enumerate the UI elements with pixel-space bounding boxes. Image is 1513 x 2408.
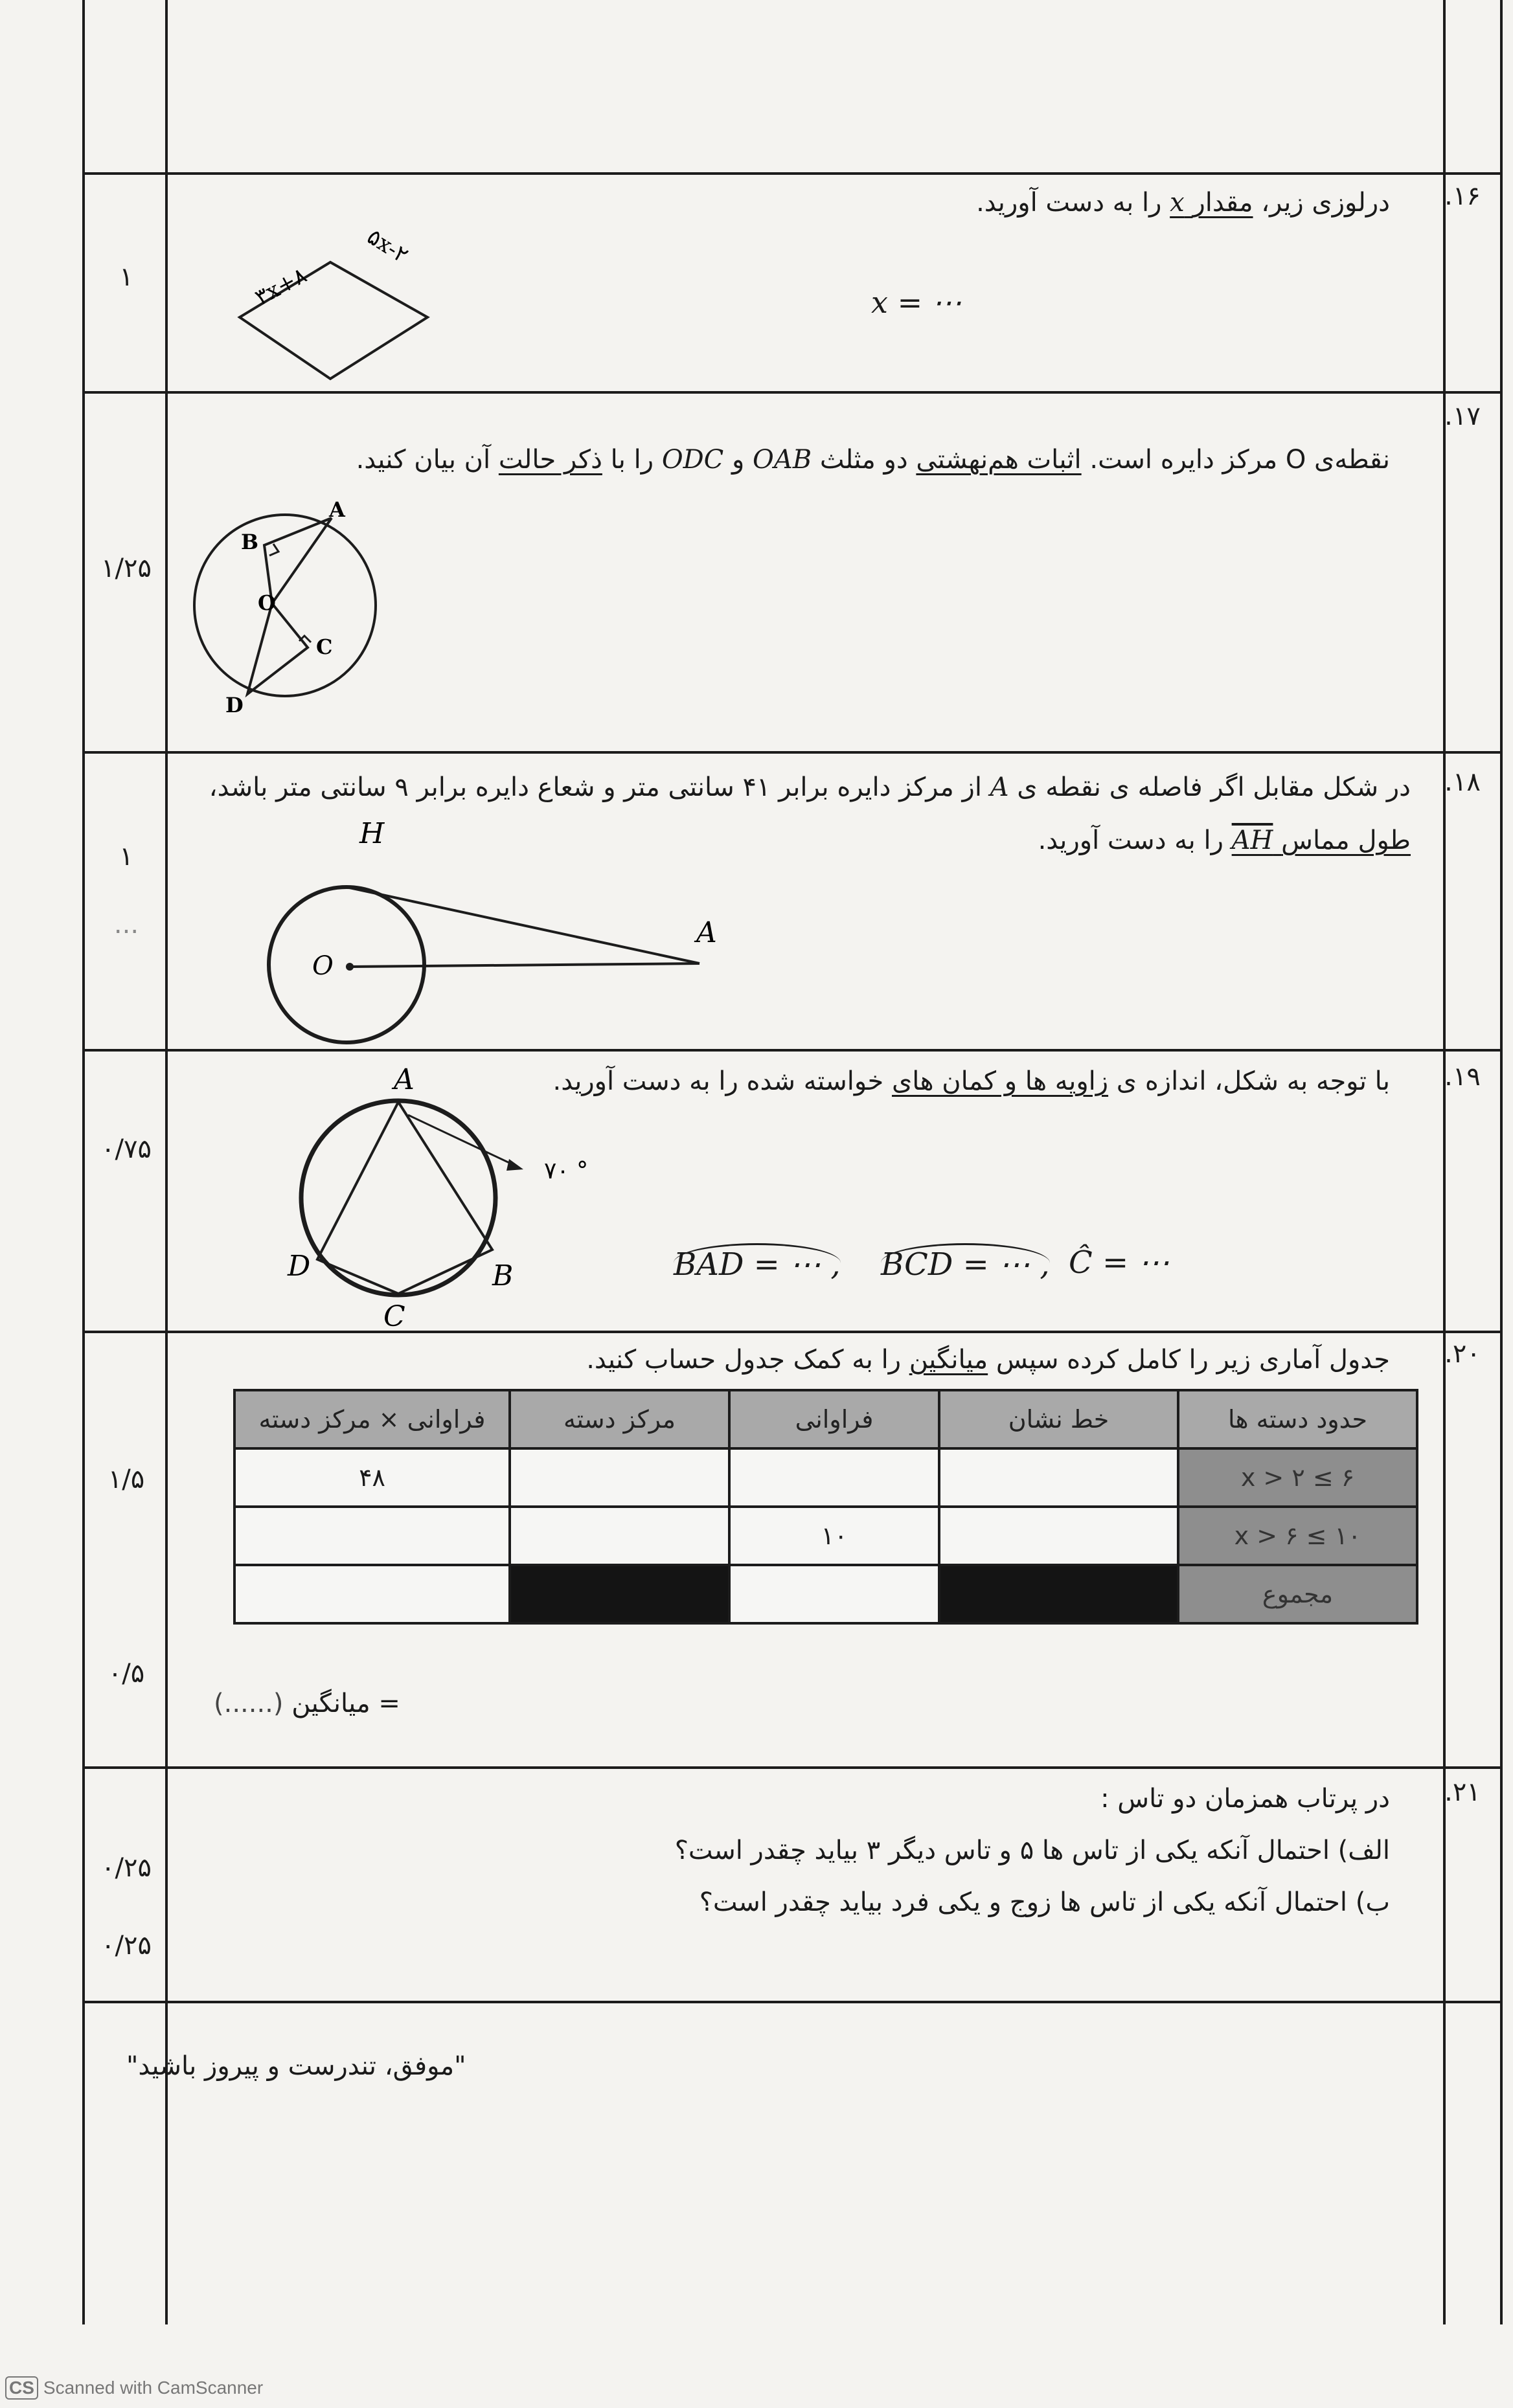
- question-score-mean: ۰/۵: [108, 1659, 145, 1689]
- frame-left-border: [82, 0, 85, 2324]
- answer-arc-bad: BAD = ⋯ ,: [674, 1243, 841, 1283]
- point-label: H: [359, 817, 385, 850]
- question-text-line: طول مماس AH را به دست آورید.: [1038, 826, 1411, 855]
- question-score: ۰/۷۵: [101, 1134, 152, 1164]
- underlined-phrase: مقدار x: [1170, 188, 1253, 218]
- table-cell-class: مجموع: [1178, 1565, 1417, 1623]
- table-cell-class: ۶ ≥ x > ۲: [1178, 1448, 1417, 1507]
- score-column-divider: [165, 0, 168, 2324]
- triangle-odc: [247, 603, 308, 694]
- table-cell[interactable]: ۴۸: [234, 1448, 510, 1507]
- answer-angle-c: Ĉ = ⋯: [1069, 1244, 1170, 1281]
- answer-arc-bcd: BCD = ⋯ ,: [881, 1243, 1050, 1283]
- angle-value-label: ۷۰ °: [544, 1158, 589, 1184]
- table-header: مرکز دسته: [510, 1390, 729, 1448]
- tangent-line: [347, 887, 700, 963]
- rhombus-figure: [214, 194, 447, 388]
- question-score: ۱/۵: [108, 1465, 145, 1494]
- row-separator: [82, 391, 1503, 394]
- question-score: ۱/۲۵: [101, 554, 152, 583]
- row-separator: [82, 172, 1503, 175]
- table-header: حدود دسته ها: [1178, 1390, 1417, 1448]
- question-part-b: ب) احتمال آنکه یکی از تاس ها زوج و یکی فرد بیاید چقدر است؟: [699, 1887, 1390, 1917]
- answer-blank: x = ⋯: [871, 285, 962, 320]
- point-label: D: [288, 1250, 311, 1283]
- table-cell[interactable]: [729, 1565, 939, 1623]
- table-row-total: [234, 1565, 1417, 1623]
- question-text: جدول آماری زیر را کامل کرده سپس میانگین را به کمک جدول حساب کنید.: [586, 1345, 1390, 1375]
- statistics-table: [233, 1389, 1418, 1625]
- table-cell-blocked: [939, 1565, 1178, 1623]
- tangent-figure: [259, 816, 732, 1049]
- question-part-a: الف) احتمال آنکه یکی از تاس ها ۵ و تاس دیگر ۳ بیاید چقدر است؟: [674, 1836, 1390, 1865]
- question-text-line: در شکل مقابل اگر فاصله ی نقطه ی A از مرکز دایره برابر ۴۱ سانتی متر و شعاع دایره برابر ۹ سانتی متر باشد،: [209, 772, 1411, 802]
- table-cell-blocked: [510, 1565, 729, 1623]
- underlined-phrase: میانگین: [909, 1345, 988, 1375]
- point-label: A: [329, 497, 345, 522]
- question-text: درلوزی زیر، مقدار x را به دست آورید.: [976, 188, 1390, 218]
- point-label: O: [312, 951, 334, 981]
- underlined-phrase: اثبات هم‌نهشتی: [916, 445, 1082, 475]
- question-number: ۲۰.: [1444, 1339, 1481, 1369]
- table-cell-class: ۱۰ ≥ x > ۶: [1178, 1507, 1417, 1565]
- arrow-head: [506, 1159, 523, 1171]
- frame-right-border: [1500, 0, 1503, 2324]
- row-separator: [82, 751, 1503, 754]
- question-number: ۲۱.: [1444, 1777, 1481, 1807]
- table-cell[interactable]: [510, 1507, 729, 1565]
- table-header: فراوانی × مرکز دسته: [234, 1390, 510, 1448]
- question-text: با توجه به شکل، اندازه ی زاویه ها و کمان های خواسته شده را به دست آورید.: [552, 1066, 1390, 1096]
- table-cell[interactable]: ۱۰: [729, 1507, 939, 1565]
- mean-line: [214, 1689, 400, 1718]
- circle-shape: [194, 515, 376, 696]
- table-cell[interactable]: [510, 1448, 729, 1507]
- question-intro: در پرتاب همزمان دو تاس :: [1100, 1784, 1390, 1814]
- number-column-divider: [1443, 0, 1446, 2324]
- score-dots: ...: [113, 910, 139, 940]
- question-number: ۱۶.: [1444, 181, 1481, 211]
- table-row: [234, 1448, 1417, 1507]
- circle-triangles-figure: [188, 492, 395, 725]
- scanner-text: Scanned with CamScanner: [43, 2378, 264, 2398]
- rhombus-side-label: ۳x+۸: [251, 262, 312, 311]
- question-score: ۰/۲۵: [101, 1853, 152, 1883]
- question-text: نقطه‌ی O مرکز دایره است. اثبات هم‌نهشتی دو مثلث OAB و ODC را با ذکر حالت آن بیان کنید.: [356, 445, 1390, 475]
- table-cell[interactable]: [939, 1507, 1178, 1565]
- table-header: خط نشان: [939, 1390, 1178, 1448]
- point-label: C: [383, 1300, 405, 1333]
- table-cell[interactable]: [234, 1507, 510, 1565]
- row-separator: [82, 1766, 1503, 1769]
- underlined-phrase: ذکر حالت: [498, 445, 602, 475]
- scanner-watermark: [5, 2376, 263, 2400]
- point-label: C: [316, 635, 333, 659]
- table-header-row: [234, 1390, 1417, 1448]
- row-separator: [82, 2001, 1503, 2003]
- table-cell[interactable]: [939, 1448, 1178, 1507]
- mean-blank[interactable]: (......): [214, 1689, 284, 1718]
- question-score: ۱: [119, 262, 133, 292]
- point-label: A: [394, 1063, 415, 1096]
- underlined-phrase: زاویه ها و کمان های: [891, 1066, 1109, 1096]
- question-number: ۱۹.: [1444, 1062, 1481, 1092]
- question-score: ۱: [119, 842, 133, 872]
- point-label: D: [225, 693, 244, 717]
- table-cell[interactable]: [729, 1448, 939, 1507]
- inscribed-quadrilateral-figure: [279, 1062, 641, 1334]
- table-cell[interactable]: [234, 1565, 510, 1623]
- right-angle-mark: [299, 636, 311, 642]
- row-separator: [82, 1049, 1503, 1052]
- point-label: B: [492, 1259, 514, 1292]
- table-header: فراوانی: [729, 1390, 939, 1448]
- underlined-phrase: طول مماس AH: [1231, 826, 1411, 855]
- table-row: [234, 1507, 1417, 1565]
- point-label: O: [258, 591, 276, 615]
- rhombus-side-label: ۵x-۲: [362, 223, 413, 269]
- closing-message: "موفق، تندرست و پیروز باشید": [126, 2051, 466, 2081]
- right-angle-mark: [269, 544, 279, 556]
- point-label: B: [241, 530, 259, 554]
- question-number: ۱۸.: [1444, 767, 1481, 797]
- mean-label: = میانگین: [291, 1689, 400, 1718]
- question-number: ۱۷.: [1444, 401, 1481, 431]
- segment-oa: [350, 963, 700, 967]
- camscanner-logo-icon: CS: [5, 2376, 38, 2400]
- question-score: ۰/۲۵: [101, 1931, 152, 1961]
- point-label: A: [696, 916, 717, 949]
- center-dot: [346, 963, 354, 971]
